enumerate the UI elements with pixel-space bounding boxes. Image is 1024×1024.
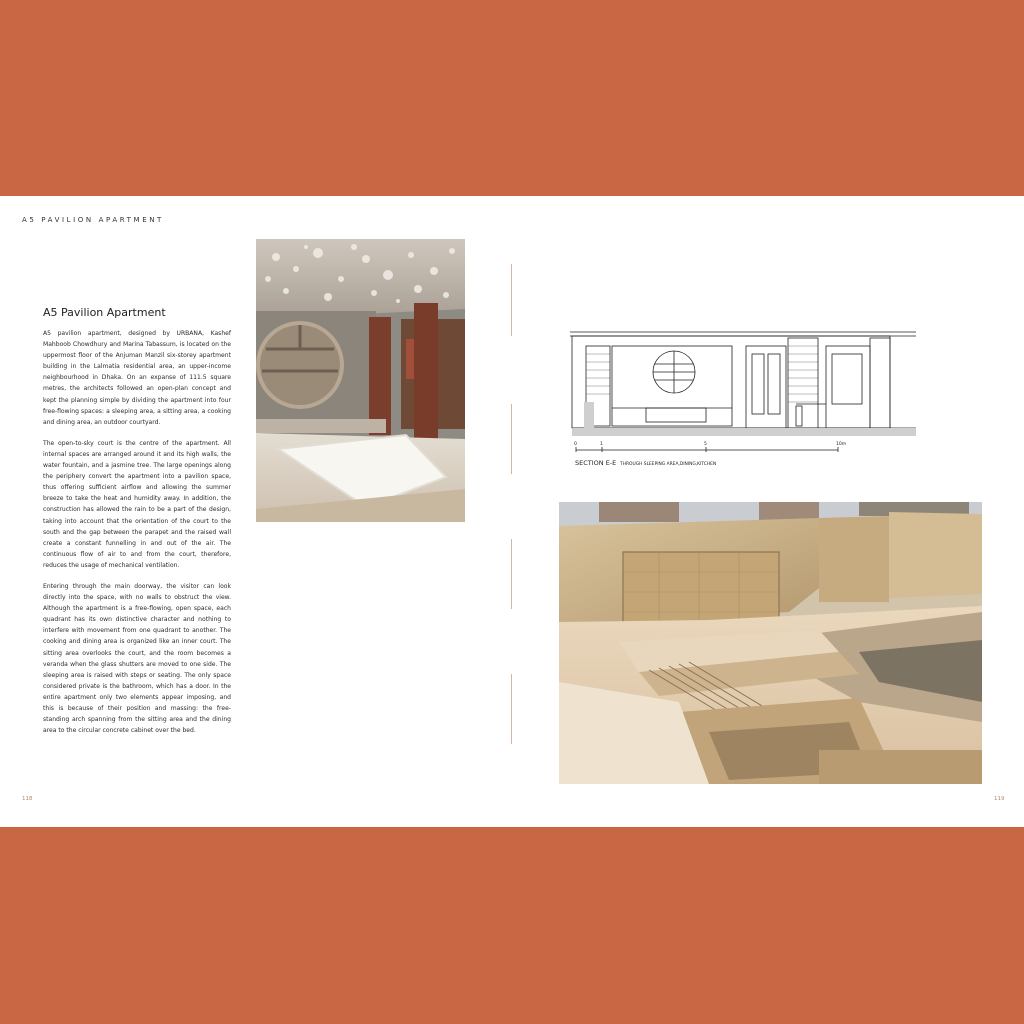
divider-line <box>511 674 512 744</box>
page-number-right: 119 <box>994 796 1005 802</box>
section-label: SECTION E-E <box>575 459 617 467</box>
paragraph: The open-to-sky court is the centre of the apartment. All internal spaces are arranged around it and its high walls, the water fountain, and a jasmine tree. The large openings along the periphery convert the apartment into a pavilion space, thus offering sufficient airflow and allowing the summer breeze to take the heat and humidity away. In addition, the construction has allowed the rain to be a part of the design, taking into account that the orientation of the court to the south and the gap between the parapet and the raised wall create a constant funnelling in and out of the air. The continuous flow of air to and from the court, therefore, reduces the usage of mechanical ventilation. <box>43 439 231 569</box>
courtyard-photo-image <box>559 502 982 784</box>
section-drawing <box>556 324 920 472</box>
paragraph: A5 pavilion apartment, designed by URBANA, Kashef Mahboob Chowdhury and Marina Tabassum, is located on the uppermost floor of the Anjuman Manzil six-storey apartment building in the Lalmatia residential area, an upper-income neighbourhood in Dhaka. On an expanse of 111.5 square metres, the architects followed an open-plan concept and kept the planning simple by dividing the apartment into four free-flowing spaces: a sleeping area, a sitting area, a cooking and dining area, an outdoor courtyard. <box>43 330 231 426</box>
section-caption: THROUGH SLEEPING AREA,DINING,KITCHEN <box>620 462 717 467</box>
divider-line <box>511 264 512 336</box>
scale-label: 1 <box>600 442 603 447</box>
section-drawing-lines <box>556 324 920 472</box>
book-spread <box>0 196 1024 827</box>
interior-photo-image <box>256 239 465 522</box>
scale-label: 0 <box>574 442 577 447</box>
interior-photo <box>256 239 465 522</box>
scale-label: 5 <box>704 442 707 447</box>
bottom-background-band <box>0 827 1024 1024</box>
page-number-left: 118 <box>22 796 33 802</box>
divider-line <box>511 404 512 474</box>
top-background-band <box>0 0 1024 196</box>
paragraph: Entering through the main doorway, the visitor can look directly into the space, with no walls to obstruct the view. Although the apartment is a free-flowing, open space, each quadrant has its own distinctive character and nothing to interfere with movement from one quadrant to another. The cooking and dining area is organized like an inner court. The sitting area overlooks the court, and the room becomes a veranda when the glass shutters are moved to one side. The sleeping area is raised with steps or seating. The only space considered private is the bathroom, which has a door. In the entire apartment only two elements appear imposing, and this is because of their position and massing: the free-standing arch spanning from the sitting area and the dining area to the circular concrete cabinet over the bed. <box>43 582 231 735</box>
scale-label: 10m <box>836 442 847 447</box>
running-head: A5 PAVILION APARTMENT <box>22 216 164 224</box>
article-title: A5 Pavilion Apartment <box>43 306 166 319</box>
article-body <box>43 328 231 746</box>
courtyard-photo <box>559 502 982 784</box>
divider-line <box>511 539 512 609</box>
